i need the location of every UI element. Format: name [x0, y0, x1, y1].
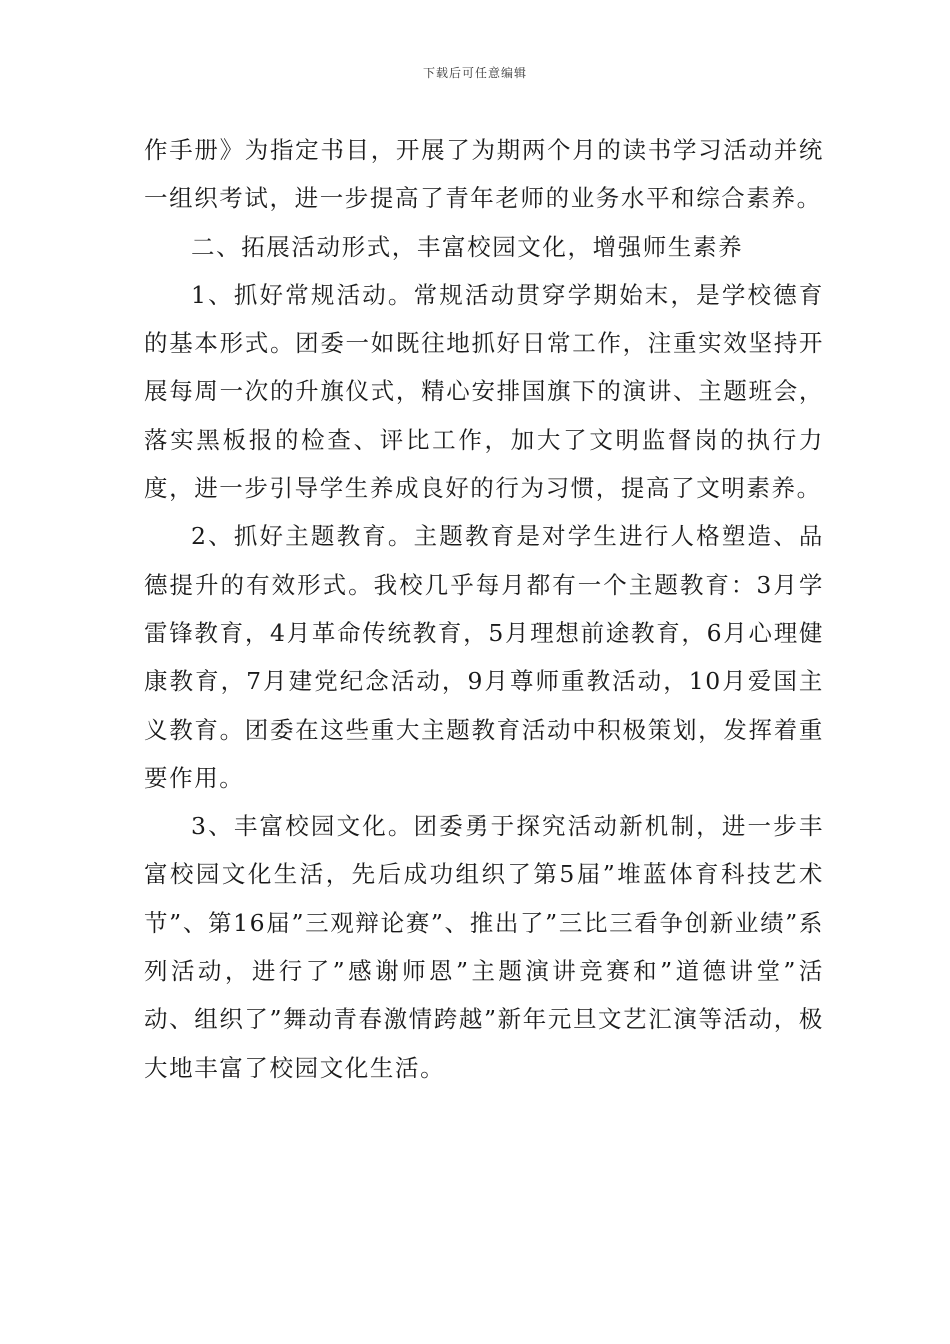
paragraph-continuation: 作手册》为指定书目，开展了为期两个月的读书学习活动并统一组织考试，进一步提高了青年老师的业务水平和综合素养。 [144, 136, 824, 213]
page-header: 下载后可任意编辑 [422, 66, 527, 80]
section-heading: 二、拓展活动形式，丰富校园文化，增强师生素养 [191, 232, 744, 261]
paragraph-campus-culture: 3、丰富校园文化。团委勇于探究活动新机制，进一步丰富校园文化生活，先后成功组织了第5届”堆蓝体育科技艺术节”、第16届”三观辩论赛”、推出了”三比三看争创新业绩”系列活动，进行了”感谢师恩”主题演讲竞赛和”道德讲堂”活动、组织了”舞动青春激情跨越”新年元旦文艺汇演等活动，极大地丰富了校园文化生活。 [144, 812, 824, 1082]
document-body [144, 126, 824, 1092]
paragraph-routine-activities: 1、抓好常规活动。常规活动贯穿学期始末，是学校德育的基本形式。团委一如既往地抓好日常工作，注重实效坚持开展每周一次的升旗仪式，精心安排国旗下的演讲、主题班会，落实黑板报的检查、评比工作，加大了文明监督岗的执行力度，进一步引导学生养成良好的行为习惯，提高了文明素养。 [144, 280, 824, 503]
paragraph-theme-education: 2、抓好主题教育。主题教育是对学生进行人格塑造、品德提升的有效形式。我校几乎每月都有一个主题教育：3月学雷锋教育，4月革命传统教育，5月理想前途教育，6月心理健康教育，7月建党纪念活动，9月尊师重教活动，10月爱国主义教育。团委在这些重大主题教育活动中积极策划，发挥着重要作用。 [144, 522, 824, 792]
